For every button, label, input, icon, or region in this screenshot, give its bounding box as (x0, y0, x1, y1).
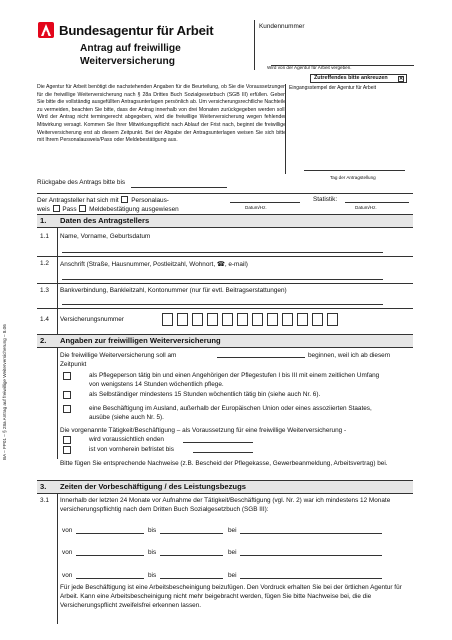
period-1-from[interactable] (76, 533, 144, 534)
ba-logo-icon (38, 22, 54, 38)
option-abroad-text: eine Beschäftigung im Ausland, außerhalb der Europäischen Union oder eines assoziierten Staates, ausübe (siehe auch Nr. 5). (89, 405, 372, 421)
customer-number-note: Wird von der Agentur für Arbeit vergeben. (267, 65, 352, 70)
id-card-checkbox[interactable] (121, 196, 128, 203)
option-selfemployed-checkbox[interactable] (63, 391, 71, 399)
identity-signature-field[interactable] (230, 202, 300, 203)
duration-intro: Die vorgenannte Tätigkeit/Beschäftigung – als Voraussetzung für eine freiwillige Weiterversicherung - (60, 427, 347, 434)
duration-end-field[interactable] (183, 442, 253, 443)
proof-footer: Für jede Beschäftigung ist eine Arbeitsbescheinigung beizufügen. Den Vordruck erhalten Sie bei der örtlichen Agentur für Arbeit. Kann eine Arbeitsbescheinigung nicht mehr beigebracht werden, fügen Sie bitte Nachweise bei, die die Versicherungspflicht zweifelsfrei erkennen lassen. (60, 584, 402, 609)
duration-end-text: wird voraussichtlich enden (89, 436, 164, 443)
section-1-header: 1. Daten des Antragstellers (37, 214, 413, 228)
intro-text: Die Agentur für Arbeit benötigt die nachstehenden Angaben für die Beurteilung, ob Sie die Voraussetzungen für die freiwillige Weiterversicherung nach § 28a Drittes Buch Sozialgesetzbuch (SGB III) erfüllen. Geben Sie bitte die vollständig ausgefüllten Antragsunterlagen persönlich ab. Um versicherungsrechtliche Nachteile zu vermeiden, beachten Sie bitte, dass der Antrag innerhalb von drei Monaten zurückgegeben werden soll. Wird der Antrag nicht termingerecht abgegeben, wird die freiwillige Weiterversicherung wegen fehlender Mitwirkung versagt. Kommen Sie Ihrer Mitwirkungspflicht nach Ablauf der Frist nach, beginnt die freiwillige Weiterversicherung erst ab diesem Zeitpunkt. Bei der Abgabe der Antragsunterlagen weisen Sie sich bitte mit Ihrem Personalausweis/Pass oder Meldebestätigung aus. (37, 84, 286, 144)
identity-line-2: weis Pass Meldebestätigung ausgewiesen (37, 206, 179, 213)
period-3-to[interactable] (160, 578, 223, 579)
start-text: Die freiwillige Weiterversicherung soll am (60, 352, 177, 359)
duration-limited-text: ist von vornherein befristet bis (89, 446, 174, 453)
passport-checkbox[interactable] (53, 205, 60, 212)
identity-line: Der Antragsteller hat sich mit Personalaus- (37, 197, 169, 204)
form-page: BA – FP01 – § 28a Antrag auf freiwillige Weiterversicherung – 8.06 Bundesagentur für Arbeit Antrag auf freiwillige Weiterversicherung Kundennummer Wird von der Agentur für Arbeit vergeben. Zutreffendes bitte ankreuzen ✕ Die Agentur für Arbeit benötigt die nachstehenden Angaben für die Beurteilung, ob Sie die Voraussetzungen für die freiwillige Weiterversicherung nach § 28a Drittes Buch Sozialgesetzbuch (SGB III) erfüllen. Geben Sie bitte die vollständig ausgefüllten Antragsunterlagen persönlich ab. Um versicherungsrechtliche Nachteile zu vermeiden, beachten Sie bitte, dass der Antrag innerhalb von drei Monaten zurückgegeben werden soll. Wird der Antrag nicht termingerecht abgegeben, wird die freiwillige Weiterversicherung wegen fehlender Mitwirkung versagt. Kommen Sie Ihrer Mitwirkungspflicht nach Ablauf der Frist nach, beginnt die freiwillige Weiterversicherung erst ab diesem Zeitpunkt. Bei der Abgabe der Antragsunterlagen weisen Sie sich bitte mit Ihrem Personalausweis/Pass oder Meldebestätigung aus. Eingangsstempel der Agentur für Arbeit Tag der Antragstellung Rückgabe des Antrags bitte bis Der Antragsteller hat sich mit Personalaus- weis Pass Meldebestätigung ausgewiesen Datum/Hz. Statistik: Datum/Hz. 1. Daten des Antragstellers 1.1 Name, Vorname, Geburtsdatum 1.2 Anschrift (Straße, Hausnummer, Postleitzahl, Wohnort, ☎, e-mail) 1.3 Bankverbindung, Bankleitzahl, Kontonummer (nur für evtl. Beitragserstattungen) 1.4 Versicherungsnummer 2. Angaben zur freiwilligen Weiterversicherung Die freiwillige Weiterversicherung soll am beginnen, weil ich ab diesem Zeitpunkt als Pflegeperson tätig bin und einen Angehörigen der Pflegestufen I bis III mit einem zeitlichen Umfang von wenigstens 14 Stunden wöchentlich pflege. als Selbständiger mindestens 15 Stunden wöchentlich tätig bin (siehe auch Nr. 6). eine Beschäftigung im Ausland, außerhalb der Europäischen Union oder eines assoziierten Staates, ausübe (siehe auch Nr. 5). Die vorgenannte Tätigkeit/Beschäftigung – als Voraussetzung für eine freiwillige Weiterversicherung - wird voraussichtlich enden ist von vornherein befristet bis Bitte fügen Sie entsprechende Nachweise (z.B. Bescheid der Pflegekasse, Gewerbeanmeldung, Arbeitsvertrag) bei. 3. Zeiten der Vorbeschäftigung / des Leistungsbezugs 3.1 Innerhalb der letzten 24 Monate vor Aufnahme der Tätigkeit/Beschäftigung (vgl. Nr. 2) war ich mindestens 12 Monate versicherungspflichtig nach dem Dritten Buch Sozialgesetzbuch (SGB III): von bis bei von bis bei von bis bei Für jede Beschäftigung ist eine Arbeitsbescheinigung beizufügen. Den Vordruck erhalten Sie bei der örtlichen Agentur für Arbeit. Kann eine Arbeitsbescheinigung nicht mehr beigebracht werden, fügen Sie bitte Nachweise bei, die die Versicherungspflicht zweifelsfrei erkennen lassen. (0, 0, 452, 640)
option-care-text: als Pflegeperson tätig bin und einen Angehörigen der Pflegestufen I bis III mit einem zeitlichen Umfang von wenigstens 14 Stunden wöchentlich pflege. (89, 372, 380, 388)
option-selfemployed-text: als Selbständiger mindestens 15 Stunden wöchentlich tätig bin (siehe auch Nr. 6). (89, 391, 321, 398)
duration-limited-field[interactable] (193, 452, 253, 453)
period-1-to[interactable] (160, 533, 223, 534)
period-1-employer[interactable] (240, 533, 382, 534)
registration-checkbox[interactable] (79, 205, 86, 212)
period-2-from[interactable] (76, 555, 144, 556)
return-label: Rückgabe des Antrags bitte bis (37, 179, 126, 186)
option-abroad-checkbox[interactable] (63, 405, 71, 413)
statistik-field[interactable] (345, 202, 409, 203)
period-3-employer[interactable] (240, 578, 382, 579)
bank-label: Bankverbindung, Bankleitzahl, Kontonummer (nur für evtl. Beitragserstattungen) (60, 287, 287, 294)
duration-limited-checkbox[interactable] (63, 446, 71, 454)
address-field[interactable] (62, 279, 383, 280)
name-label: Name, Vorname, Geburtsdatum (60, 233, 151, 240)
stamp-label: Eingangsstempel der Agentur für Arbeit (289, 85, 376, 91)
insurance-number-label: Versicherungsnummer (60, 316, 124, 323)
insurance-number-field[interactable] (162, 313, 342, 326)
period-2-to[interactable] (160, 555, 223, 556)
org-name: Bundesagentur für Arbeit (59, 23, 214, 38)
statistik-label: Statistik: (313, 196, 338, 203)
period-3-from[interactable] (76, 578, 144, 579)
prior-employment-text: Innerhalb der letzten 24 Monate vor Aufnahme der Tätigkeit/Beschäftigung (vgl. Nr. 2) war ich mindestens 12 Monate versicherungspflichtig nach dem Dritten Buch Sozialgesetzbuch (SGB III): (60, 497, 391, 513)
customer-number-box (254, 20, 414, 70)
proof-note: Bitte fügen Sie entsprechende Nachweise (z.B. Bescheid der Pflegekasse, Gewerbeanmeldung, Arbeitsvertrag) bei. (60, 460, 388, 467)
duration-end-checkbox[interactable] (63, 436, 71, 444)
checkbox-example-icon: ✕ (399, 76, 404, 82)
start-date-field[interactable] (217, 357, 305, 358)
fill-instruction: Zutreffendes bitte ankreuzen ✕ (310, 74, 407, 83)
form-title: Antrag auf freiwillige Weiterversicherung (80, 43, 181, 67)
period-2-employer[interactable] (240, 555, 382, 556)
section-3-header: 3. Zeiten der Vorbeschäftigung / des Leistungsbezugs (37, 480, 413, 494)
bank-field[interactable] (62, 304, 383, 305)
name-field[interactable] (62, 252, 383, 253)
customer-number-label: Kundennummer (259, 23, 305, 30)
return-date-field[interactable] (131, 187, 227, 188)
form-code-note: BA – FP01 – § 28a Antrag auf freiwillige Weiterversicherung – 8.06 (2, 324, 7, 460)
address-label: Anschrift (Straße, Hausnummer, Postleitzahl, Wohnort, ☎, e-mail) (60, 261, 248, 268)
option-care-checkbox[interactable] (63, 372, 71, 380)
stamp-box (285, 84, 413, 174)
application-date-label: Tag der Antragstellung (330, 175, 376, 180)
section-2-header: 2. Angaben zur freiwilligen Weiterversicherung (37, 334, 413, 348)
